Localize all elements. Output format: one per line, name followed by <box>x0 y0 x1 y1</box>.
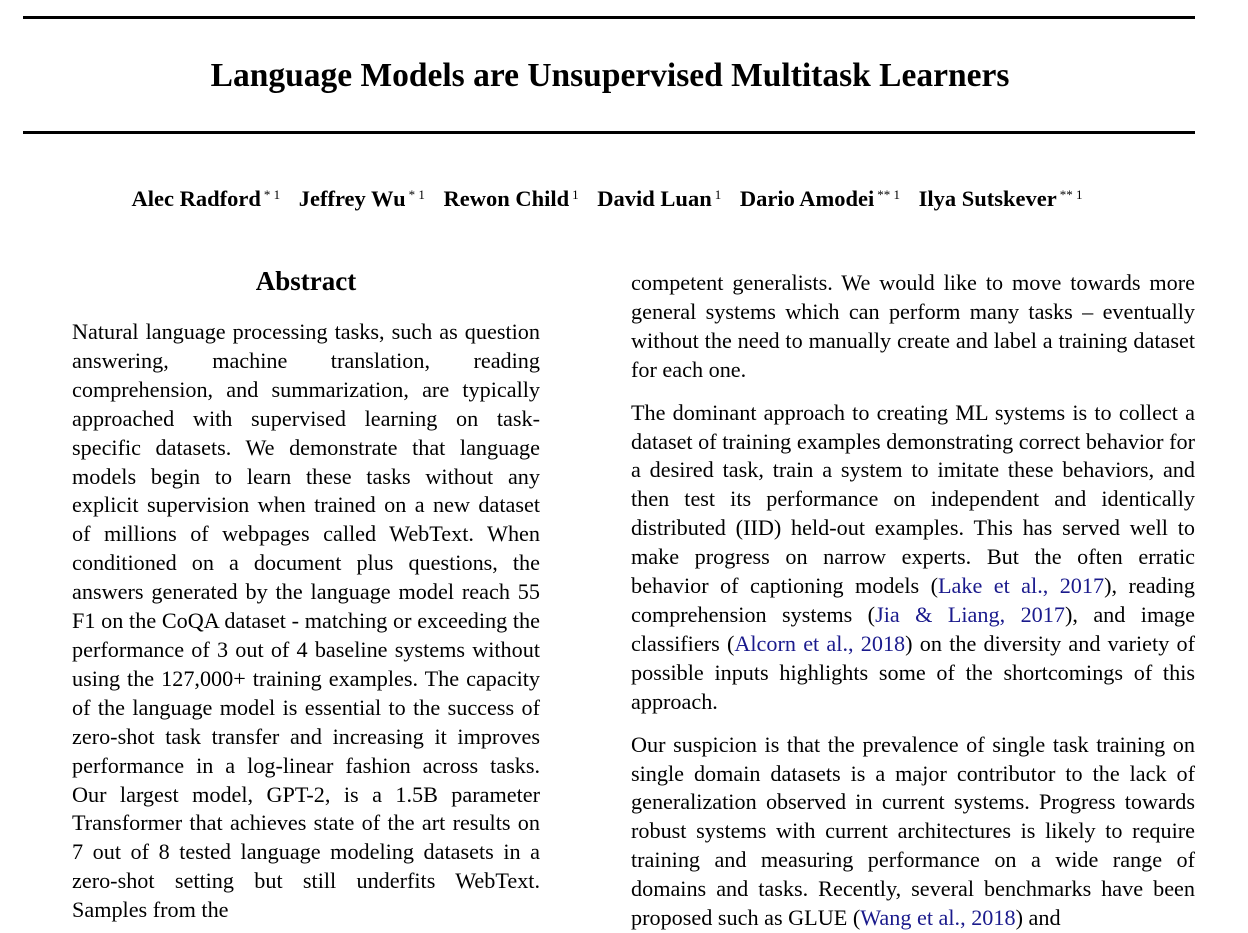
intro-paragraph-0 <box>631 269 1195 385</box>
author-affiliation-mark: ** 1 <box>1059 187 1083 202</box>
author-affiliation-mark: 1 <box>572 187 579 202</box>
paper-title: Language Models are Unsupervised Multitask Learners <box>210 57 1010 94</box>
paragraph-text: ) on the diversity and variety of possible inputs highlights some of the shortcomings of this approach. <box>631 630 1195 714</box>
citation-link[interactable]: Lake et al., 2017 <box>937 573 1105 599</box>
abstract-paragraph: Natural language processing tasks, such as question answering, machine translation, reading comprehension, and summarization, are typically approached with supervised learning on task-specific datasets. We demonstrate that language models begin to learn these tasks without any explicit supervision when trained on a new dataset of millions of webpages called WebText. When conditioned on a document plus questions, the answers generated by the language model reach 55 F1 on the CoQA dataset - matching or exceeding the performance of 3 out of 4 baseline systems without using the 127,000+ training examples. The capacity of the language model is essential to the success of zero-shot task transfer and increasing it improves performance in a log-linear fashion across tasks. Our largest model, GPT-2, is a 1.5B parameter Transformer that achieves state of the art results on 7 out of 8 tested language modeling datasets in a zero-shot setting but still underfits WebText. Samples from the <box>72 319 540 923</box>
author-name: Jeffrey Wu <box>298 186 406 211</box>
author-name: Rewon Child <box>443 186 570 211</box>
paragraph-text: ) and <box>1015 905 1061 931</box>
author-3 <box>597 186 721 211</box>
paragraph-text: The dominant approach to creating ML systems is to collect a dataset of training examples demonstrating correct behavior for a desired task, train a system to imitate these behaviors, and then test its performance on independent and identically distributed (IID) held-out examples. This has served well to make progress on narrow experts. But the often erratic behavior of captioning models ( <box>631 399 1195 599</box>
paragraph-text: competent generalists. We would like to move towards more general systems which can perform many tasks – eventually without the need to manually create and label a training dataset for each one. <box>631 270 1195 382</box>
author-name: David Luan <box>597 186 712 211</box>
author-affiliation-mark: * 1 <box>408 187 425 202</box>
author-0 <box>132 186 281 211</box>
intro-paragraph-1 <box>631 399 1195 717</box>
author-name: Alec Radford <box>131 186 261 211</box>
citation-link[interactable]: Jia & Liang, 2017 <box>875 601 1065 627</box>
author-5 <box>919 186 1083 211</box>
author-name: Dario Amodei <box>739 186 875 211</box>
abstract-heading: Abstract <box>255 266 357 296</box>
author-affiliation-mark: * 1 <box>263 187 281 202</box>
paragraph-text: ), reading comprehension systems ( <box>631 573 1195 627</box>
author-affiliation-mark: ** 1 <box>877 187 900 202</box>
abstract-column <box>72 318 540 925</box>
author-2 <box>444 186 579 211</box>
top-rule <box>23 16 1195 19</box>
citation-link[interactable]: Alcorn et al., 2018 <box>734 630 906 656</box>
author-affiliation-mark: 1 <box>714 187 722 202</box>
paragraph-text: ), and image classifiers ( <box>631 601 1195 656</box>
intro-paragraph-2 <box>631 731 1195 933</box>
author-1 <box>299 186 425 211</box>
author-name: Ilya Sutskever <box>918 186 1057 211</box>
introduction-column <box>631 269 1195 933</box>
bottom-rule <box>23 131 1195 134</box>
author-4 <box>740 186 900 211</box>
author-list <box>0 184 1214 214</box>
paragraph-text: Our suspicion is that the prevalence of single task training on single domain datasets is a major contributor to the lack of generalization observed in current systems. Progress towards robust systems with current architectures is likely to require training and measuring performance on a wide range of domains and tasks. Recently, several benchmarks have been proposed such as GLUE ( <box>631 731 1195 931</box>
citation-link[interactable]: Wang et al., 2018 <box>860 905 1016 931</box>
